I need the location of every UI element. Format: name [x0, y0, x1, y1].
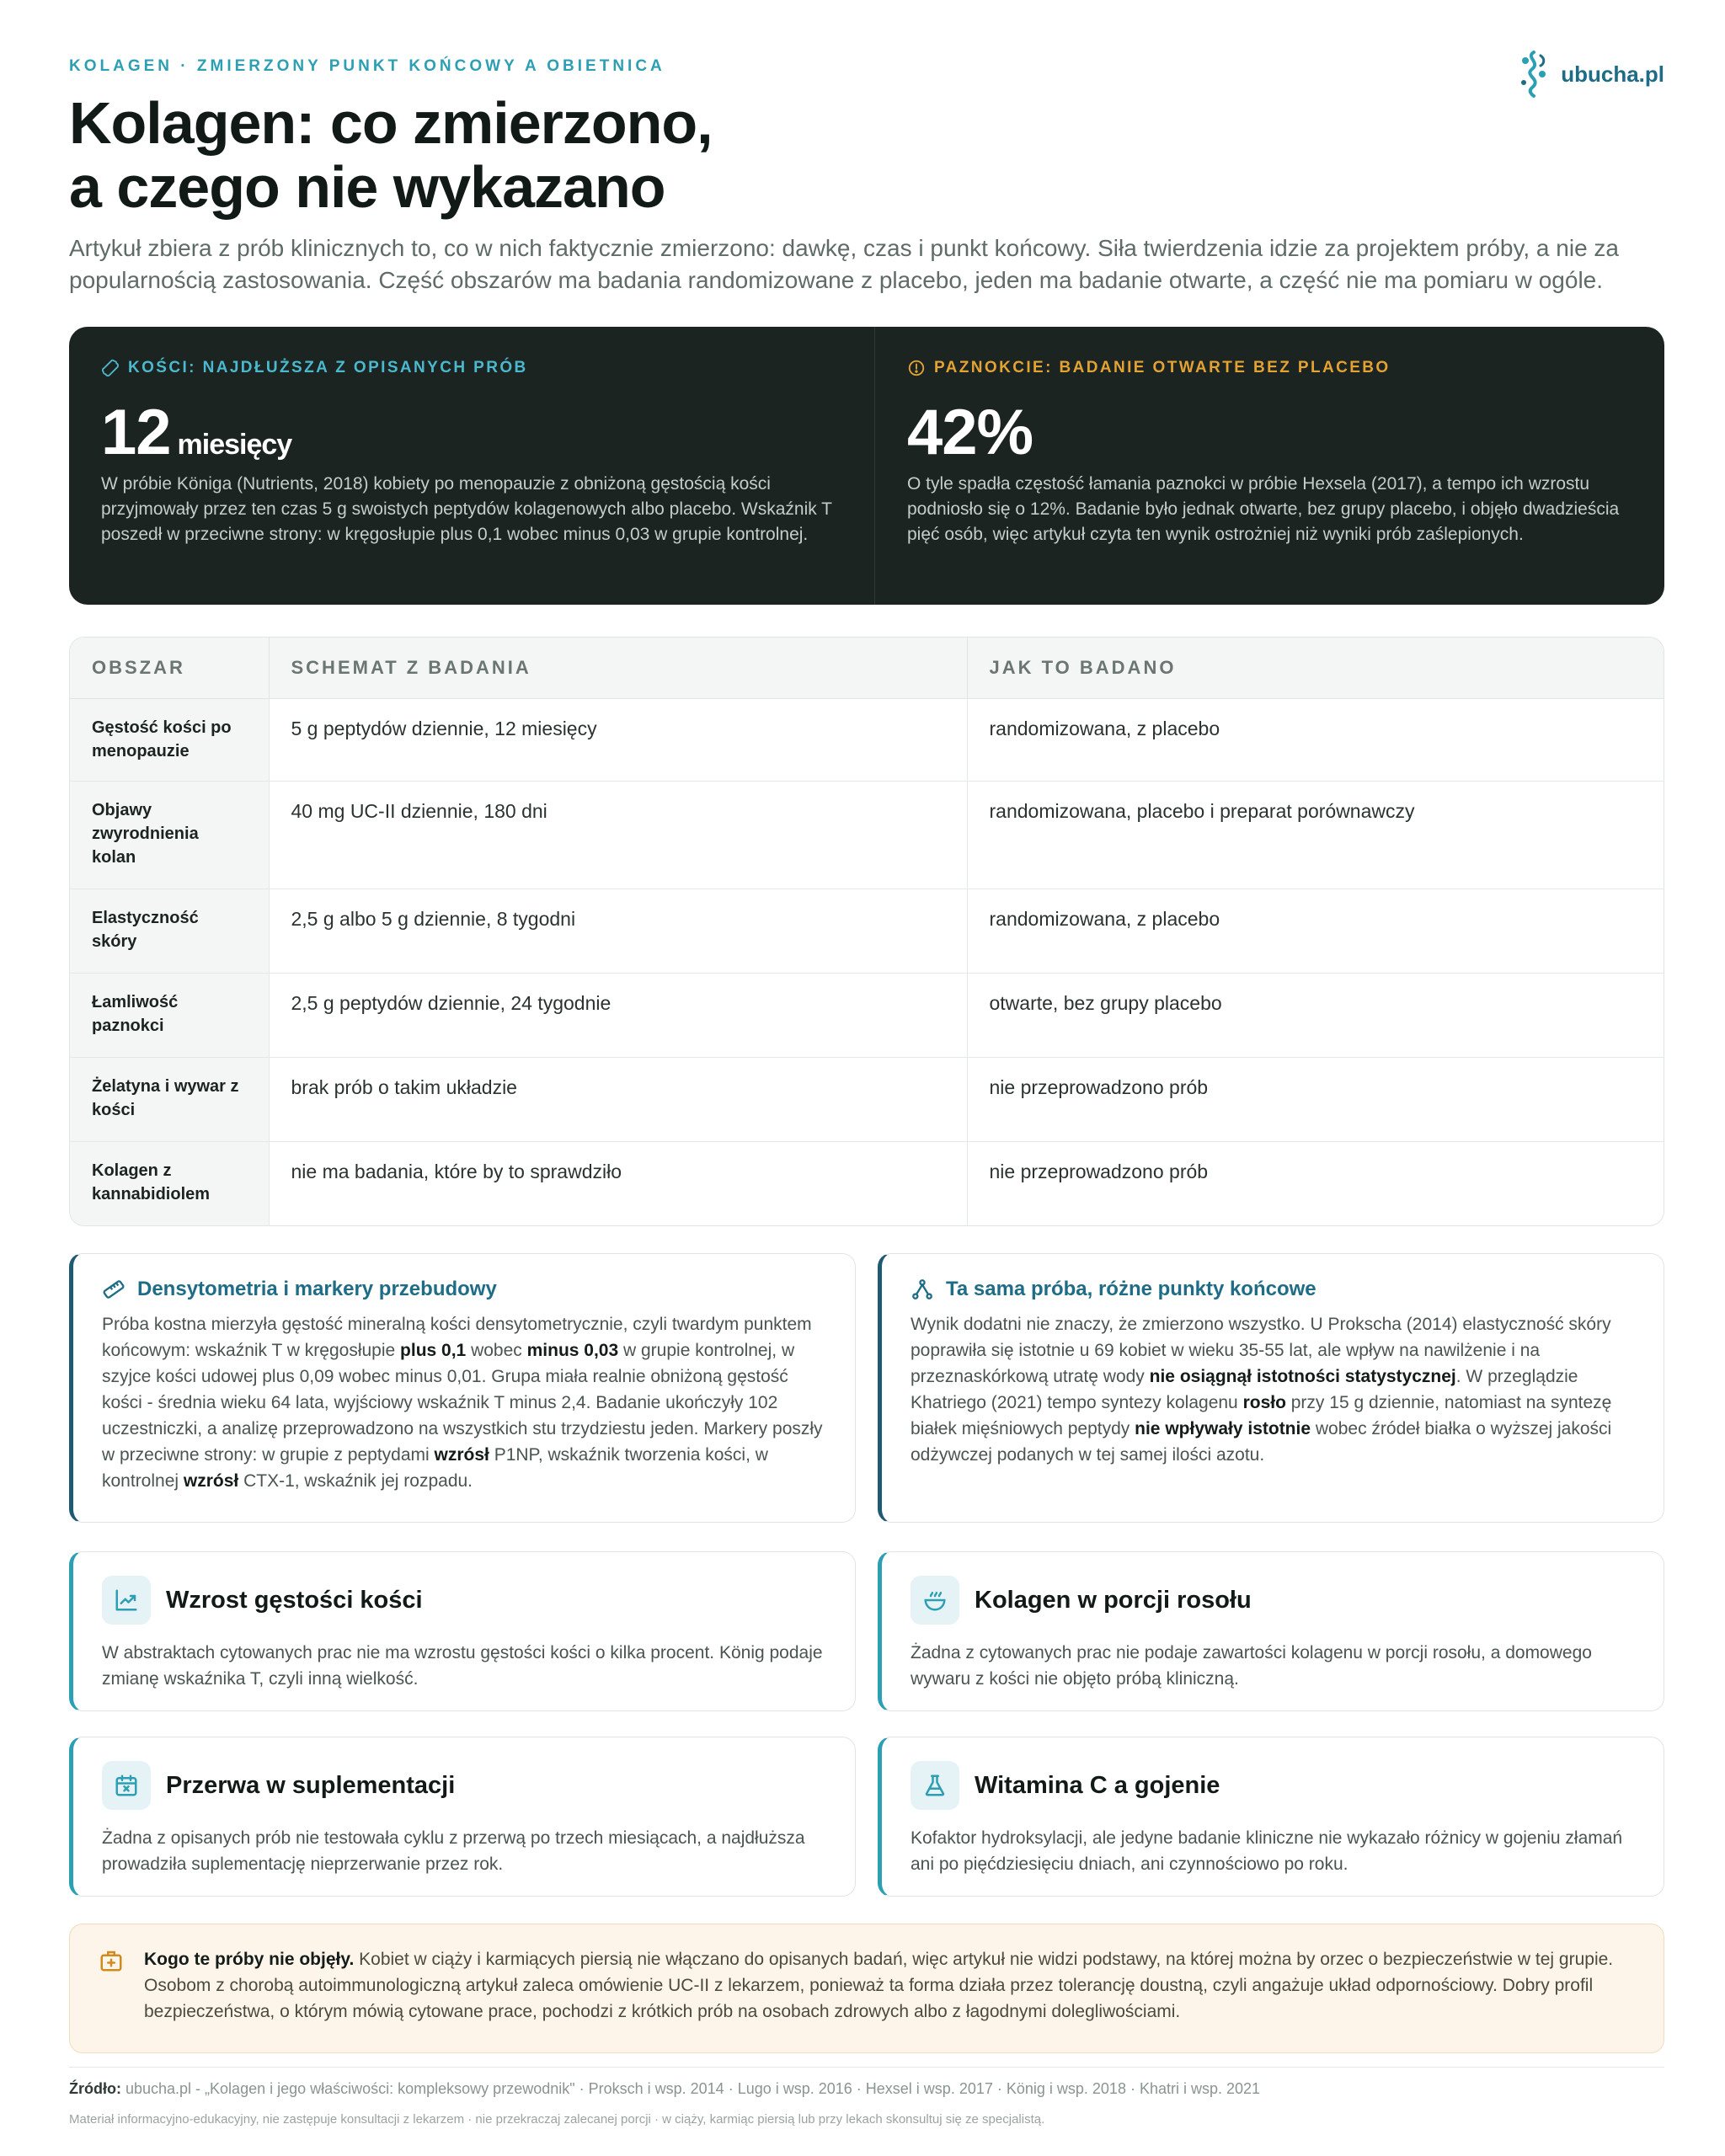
- card-title: Witamina C a gojenie: [975, 1771, 1220, 1799]
- kombucha-logo-icon: [1515, 49, 1552, 99]
- hero-bones-stat: [101, 396, 842, 468]
- hero-bones-kicker: [101, 359, 842, 377]
- header-kicker: KOLAGEN · ZMIERZONY PUNKT KOŃCOWY A OBIETNICA: [69, 57, 665, 75]
- note-emphasis: nie osiągnął istotności statystycznej: [1149, 1367, 1456, 1386]
- note-text: P1NP, wskaźnik tworzenia kości, w kontrolnej: [102, 1445, 768, 1491]
- note-emphasis: plus 0,1: [400, 1341, 467, 1360]
- hero-nails-kicker-text: PAZNOKCIE: BADANIE OTWARTE BEZ PLACEBO: [934, 359, 1391, 376]
- table-cell-scheme: nie ma badania, które by to sprawdziło: [269, 1141, 967, 1225]
- note-endpoints-title: [911, 1278, 1635, 1301]
- page-title-line1: Kolagen: co zmierzono,: [69, 90, 713, 156]
- card-broth: [878, 1551, 1664, 1711]
- note-densitometry: [69, 1253, 856, 1523]
- card-body: Żadna z cytowanych prac nie podaje zawartości kolagenu w porcji rosołu, a domowego wywaru z kości nie objęto próbą kliniczną.: [911, 1643, 1592, 1689]
- note-text: CTX-1, wskaźnik jej rozpadu.: [238, 1471, 473, 1491]
- card-body: W abstraktach cytowanych prac nie ma wzrostu gęstości kości o kilka procent. König podaje zmianę wskaźnika T, czyli inną wielkość.: [102, 1643, 823, 1689]
- note-text: wobec źródeł białka o wyższej jakości odżywczej podanych w tej samej ilości azotu.: [911, 1419, 1612, 1465]
- table-cell-area: Gęstość kości po menopauzie: [70, 698, 269, 781]
- hero-nails-kicker: [907, 359, 1648, 377]
- table-header-row: [70, 638, 1664, 698]
- note-endpoints-body: [911, 1311, 1635, 1468]
- note-emphasis: wzrósł: [434, 1445, 489, 1465]
- hero-nails-stat: [907, 396, 1648, 468]
- page-title: [69, 91, 996, 219]
- card-header: [102, 1761, 826, 1810]
- safety-notice: [69, 1924, 1664, 2053]
- card-header: [911, 1761, 1635, 1810]
- table-cell-area: Objawy zwyrodnienia kolan: [70, 781, 269, 889]
- evidence-table: [69, 637, 1664, 1226]
- card-break: [69, 1737, 856, 1897]
- card-title: Kolagen w porcji rosołu: [975, 1586, 1252, 1614]
- bone-icon: [101, 359, 120, 377]
- table-row: [70, 889, 1664, 973]
- table-cell-scheme: brak prób o takim układzie: [269, 1057, 967, 1141]
- calendar-x-icon: [114, 1773, 139, 1798]
- logo-text: ubucha.pl: [1561, 61, 1664, 87]
- hero-bones-number: 12: [101, 397, 171, 468]
- ruler-icon: [102, 1278, 126, 1301]
- card-icon-box: [911, 1761, 959, 1810]
- disclaimer: Materiał informacyjno-edukacyjny, nie zastępuje konsultacji z lekarzem · nie przekraczaj zalecanej porcji · w ciąży, karmiąc piersią lub przy lekach skonsultuj się ze specjalistą.: [69, 2112, 1045, 2127]
- table-cell-scheme: 2,5 g albo 5 g dziennie, 8 tygodni: [269, 889, 967, 973]
- hero-nails-text: O tyle spadła częstość łamania paznokci w próbie Hexsela (2017), a tempo ich wzrostu podniosło się o 12%. Badanie było jednak otwarte, bez grupy placebo, i objęło dwadzieścia pięć osób, więc artykuł czyta ten wynik ostrożniej niż wyniki prób zaślepionych.: [907, 474, 1620, 544]
- safety-notice-text: [144, 1946, 1635, 2052]
- card-icon-box: [911, 1576, 959, 1625]
- logo[interactable]: [1515, 49, 1664, 99]
- note-densitometry-title: [102, 1278, 826, 1301]
- table-cell-method: nie przeprowadzono prób: [967, 1141, 1664, 1225]
- table-row: [70, 973, 1664, 1057]
- flask-icon: [922, 1773, 948, 1798]
- source-text: ubucha.pl - „Kolagen i jego właściwości: kompleksowy przewodnik" · Proksch i wsp. 2014 · Lugo i wsp. 2016 · Hexsel i wsp. 2017 · König i wsp. 2018 · Khatri i wsp. 2021: [120, 2080, 1261, 2097]
- table-row: [70, 1141, 1664, 1225]
- table-row: [70, 781, 1664, 889]
- note-text: w grupie kontrolnej, w szyjce kości udowej plus 0,09 wobec minus 0,01. Grupa miała realnie obniżoną gęstość kości - średnia wieku 64 lata, wyjściowy wskaźnik T minus 2,4. Badanie ukończyły 102 uczestniczki, a analizę przeprowadzono na wszystkich stu trzydziestu jeden. Markery poszły w przeciwne strony: w grupie z peptydami: [102, 1341, 823, 1465]
- safety-notice-heading: Kogo te próby nie objęły.: [144, 1950, 355, 1969]
- hero-panel: [69, 327, 1664, 605]
- table-cell-method: randomizowana, z placebo: [967, 698, 1664, 781]
- table-cell-scheme: 40 mg UC-II dziennie, 180 dni: [269, 781, 967, 889]
- hero-bones-kicker-text: KOŚCI: NAJDŁUŻSZA Z OPISANYCH PRÓB: [128, 359, 528, 376]
- card-body: Żadna z opisanych prób nie testowała cyklu z przerwą po trzech miesiącach, a najdłuższa prowadziła suplementację nieprzerwanie przez rok.: [102, 1828, 805, 1874]
- card-title: Przerwa w suplementacji: [166, 1771, 456, 1799]
- source-line: [69, 2080, 1260, 2098]
- hero-nails-number: 42%: [907, 397, 1033, 468]
- footer-divider: [69, 2067, 1664, 2068]
- hero-bones-unit: miesięcy: [177, 429, 292, 461]
- table-header-method: JAK TO BADANO: [967, 638, 1664, 698]
- note-densitometry-body: [102, 1311, 826, 1494]
- table-row: [70, 1057, 1664, 1141]
- table-cell-method: randomizowana, z placebo: [967, 889, 1664, 973]
- card-icon-box: [102, 1761, 151, 1810]
- alert-circle-icon: [907, 359, 926, 377]
- table-cell-method: randomizowana, placebo i preparat porównawczy: [967, 781, 1664, 889]
- hero-bones-text: W próbie Königa (Nutrients, 2018) kobiety po menopauzie z obniżoną gęstością kości przyjmowały przez ten czas 5 g swoistych peptydów kolagenowych albo placebo. Wskaźnik T poszedł w przeciwne strony: w kręgosłupie plus 0,1 wobec minus 0,03 w grupie kontrolnej.: [101, 474, 832, 544]
- note-text: Próba kostna mierzyła gęstość mineralną kości densytometrycznie, czyli twardym punktem końcowym: wskaźnik T w kręgosłupie: [102, 1315, 812, 1360]
- split-branch-icon: [911, 1278, 934, 1301]
- table-cell-area: Kolagen z kannabidiolem: [70, 1141, 269, 1225]
- table-cell-method: otwarte, bez grupy placebo: [967, 973, 1664, 1057]
- hero-bones: [69, 327, 874, 605]
- card-header: [102, 1576, 826, 1625]
- table-cell-area: Łamliwość paznokci: [70, 973, 269, 1057]
- table-header-scheme: SCHEMAT Z BADANIA: [269, 638, 967, 698]
- table-cell-area: Elastyczność skóry: [70, 889, 269, 973]
- note-text: . W przeglądzie Khatriego (2021) tempo syntezy kolagenu: [911, 1367, 1578, 1412]
- trend-chart-icon: [114, 1588, 139, 1613]
- source-label: Źródło:: [69, 2080, 121, 2097]
- first-aid-kit-icon: [99, 1948, 124, 1973]
- note-text: przy 15 g dziennie, natomiast na syntezę białek mięśniowych peptydy: [911, 1393, 1612, 1438]
- note-text: wobec: [466, 1341, 527, 1360]
- page-title-line2: a czego nie wykazano: [69, 154, 665, 220]
- card-vitamin-c: [878, 1737, 1664, 1897]
- card-header: [911, 1576, 1635, 1625]
- safety-notice-body: Kobiet w ciąży i karmiących piersią nie włączano do opisanych badań, więc artykuł nie widzi podstawy, na której można by orzec o bezpieczeństwie w tej grupie. Osobom z chorobą autoimmunologiczną artykuł zaleca omówienie UC-II z lekarzem, ponieważ ta forma działa przez tolerancję doustną, czyli angażuje układ odpornościowy. Dobry profil bezpieczeństwa, o którym mówią cytowane prace, pochodzi z krótkich prób na osobach zdrowych albo z łagodnymi dolegliwościami.: [144, 1950, 1614, 2021]
- note-text: Wynik dodatni nie znaczy, że zmierzono wszystko. U Prokscha (2014) elastyczność skóry poprawiła się istotnie u 69 kobiet w wieku 35-55 lat, ale wpływ na nawilżenie i na przeznaskórkową utratę wody: [911, 1315, 1611, 1386]
- table-cell-scheme: 5 g peptydów dziennie, 12 miesięcy: [269, 698, 967, 781]
- hero-nails: [874, 327, 1680, 605]
- note-emphasis: rosło: [1242, 1393, 1286, 1412]
- note-emphasis: minus 0,03: [526, 1341, 619, 1360]
- card-body: Kofaktor hydroksylacji, ale jedyne badanie kliniczne nie wykazało różnicy w gojeniu złamań ani po pięćdziesięciu dniach, ani czynnościowo po roku.: [911, 1828, 1623, 1874]
- note-densitometry-title-text: Densytometria i markery przebudowy: [137, 1278, 497, 1300]
- soup-bowl-icon: [922, 1588, 948, 1613]
- lead-paragraph: Artykuł zbiera z prób klinicznych to, co w nich faktycznie zmierzono: dawkę, czas i punkt końcowy. Siła twierdzenia idzie za projektem próby, a nie za popularnością zastosowania. Część obszarów ma badania randomizowane z placebo, jeden ma badanie otwarte, a część nie ma pomiaru w ogóle.: [69, 235, 1619, 293]
- note-emphasis: wzrósł: [183, 1471, 239, 1491]
- table-cell-method: nie przeprowadzono prób: [967, 1057, 1664, 1141]
- table-row: [70, 698, 1664, 781]
- card-bone-density: [69, 1551, 856, 1711]
- table-header-area: OBSZAR: [70, 638, 269, 698]
- note-endpoints: [878, 1253, 1664, 1523]
- card-icon-box: [102, 1576, 151, 1625]
- table-cell-area: Żelatyna i wywar z kości: [70, 1057, 269, 1141]
- note-emphasis: nie wpływały istotnie: [1135, 1419, 1311, 1438]
- card-title: Wzrost gęstości kości: [166, 1586, 423, 1614]
- table-cell-scheme: 2,5 g peptydów dziennie, 24 tygodnie: [269, 973, 967, 1057]
- note-endpoints-title-text: Ta sama próba, różne punkty końcowe: [946, 1278, 1316, 1300]
